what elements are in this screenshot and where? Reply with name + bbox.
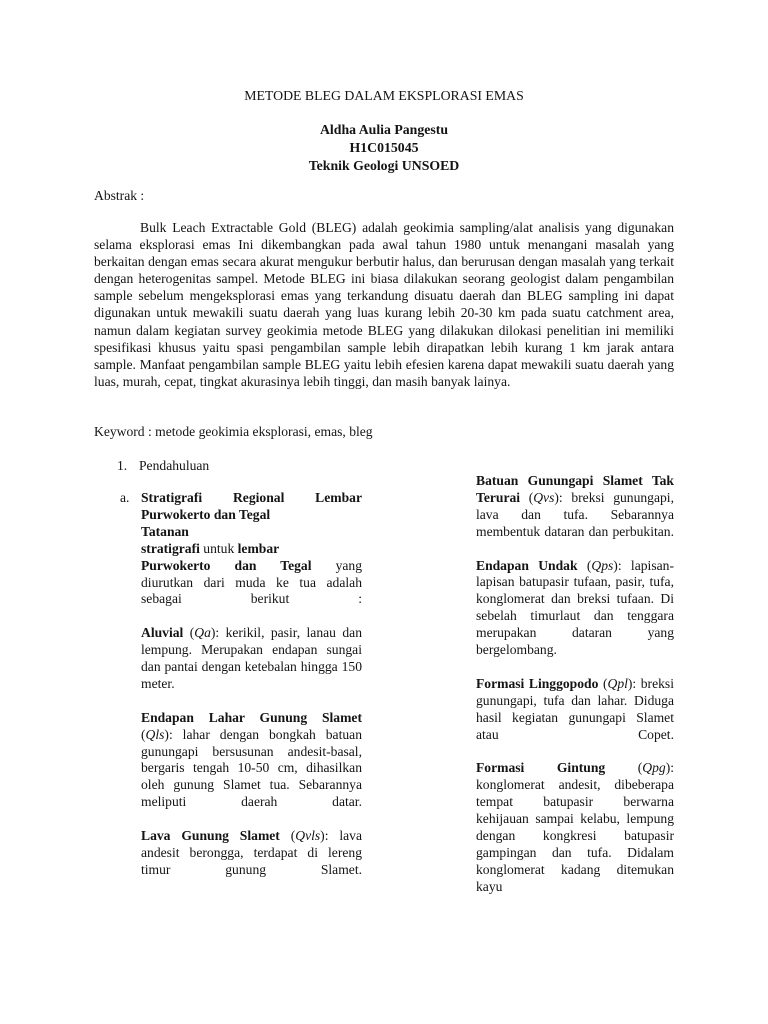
- keywords: Keyword : metode geokimia eksplorasi, emas, bleg: [94, 424, 373, 439]
- author-block: [0, 121, 768, 175]
- unit-code: Qps: [591, 557, 614, 573]
- intro-line2: [141, 558, 362, 575]
- subsection-marker: a.: [120, 490, 130, 505]
- unit-name: Endapan Lahar Gunung Slamet: [141, 709, 362, 725]
- unit-desc: : lahar dengan bongkah batuan gunungapi bersusunan andesit-basal, bergaris tengah 10-50 cm, dihasilkan oleh gunung Slamet tua. Sebarannya meliputi daerah datar.: [141, 726, 362, 810]
- unit-desc: : lava andesit berongga, terdapat di lereng timur gunung Slamet.: [141, 828, 362, 877]
- unit-endapan-undak: Endapan Undak (Qps): lapisan-lapisan batupasir tufaan, pasir, tufa, konglomerat dan breksi tufaan. Di sebelah timurlaut dan tenggara merupakan dataran yang bergelombang.: [476, 557, 674, 658]
- unit-code: Qpl: [607, 675, 628, 691]
- subsection-heading-line2: Purwokerto dan Tegal: [141, 506, 271, 522]
- paper-title: METODE BLEG DALAM EKSPLORASI EMAS: [244, 88, 524, 103]
- unit-aluvial: Aluvial (Qa): kerikil, pasir, lanau dan lempung. Merupakan endapan sungai dan pantai dengan ketebalan hingga 150 meter.: [141, 625, 362, 691]
- unit-code: Qls: [145, 726, 165, 742]
- unit-code: Qvls: [295, 828, 321, 844]
- unit-name: Endapan Undak: [476, 557, 578, 573]
- unit-name: Lava Gunung Slamet: [141, 828, 280, 844]
- author-id: H1C015045: [349, 140, 419, 155]
- right-column: [476, 473, 674, 896]
- unit-desc: : breksi gunungapi, lava dan tufa. Sebarannya membentuk dataran dan perbukitan.: [476, 489, 674, 539]
- unit-code: Qpg: [642, 760, 666, 776]
- unit-desc: : lapisan-lapisan batupasir tufaan, pasir, tufa, konglomerat dan breksi tufaan. Di sebelah timurlaut dan tenggara merupakan dataran yang bergelombang.: [476, 557, 674, 658]
- abstract-text: Bulk Leach Extractable Gold (BLEG) adalah geokimia sampling/alat analisis yang digunakan selama eksplorasi emas Ini dikembangkan pada awal tahun 1980 untuk menangani masalah yang berkaitan dengan emas secara akurat mengukur berbutir halus, dan berurusan dengan masalah yang terkait dengan heterogenitas sampel. Metode BLEG ini biasa dilakukan seorang geologist dalam pengambilan sample sebelum mengeksplorasi emas yang terkandung disuatu daerah dan BLEG sampling ini dapat digunakan untuk mewakili suatu daerah yang luas kurang lebih 20-30 km pada suatu catchment area, namun dalam kegiatan survey geokimia metode BLEG yang dilakukan dilokasi penelitian ini memiliki spesifikasi khusus yaitu spasi pengambilan sample lebih dirapatkan lebih kurang 1 km jarak antara sample. Manfaat pengambilan sample BLEG yaitu lebih efesien karena dapat mewakili suatu daerah yang luas, murah, cepat, tingkat akurasinya lebih tinggi, dan masih banyak lainya.: [94, 220, 674, 389]
- unit-formasi-gintung: Formasi Gintung (Qpg): konglomerat andesit, dibeberapa tempat batupasir berwarna kehijauan sampai kelabu, lempung dengan kongkresi batupasir gampingan dan tufa. Didalam konglomerat kadang ditemukan kayu: [476, 760, 674, 894]
- author-name: Aldha Aulia Pangestu: [319, 122, 449, 137]
- unit-desc: : kerikil, pasir, lanau dan lempung. Merupakan endapan sungai dan pantai dengan ketebalan hingga 150 meter.: [141, 625, 362, 691]
- left-column: [120, 490, 362, 879]
- unit-name: Batuan Gunungapi Slamet Tak Terurai: [476, 473, 674, 505]
- unit-name: Formasi Gintung: [476, 760, 606, 776]
- intro-line1: [141, 541, 362, 558]
- subsection-intro-text: diurutkan dari muda ke tua adalah sebagai berikut :: [141, 574, 362, 607]
- unit-desc: : breksi gunungapi, tufa dan lahar. Diduga hasil kegiatan gunungapi Slamet atau Copet.: [476, 675, 674, 742]
- author-affiliation: Teknik Geologi UNSOED: [308, 158, 460, 173]
- unit-code: Qa: [194, 625, 211, 641]
- subsection-heading-line3: Tatanan: [141, 523, 189, 539]
- section-number: 1.: [117, 458, 128, 473]
- intro-bold2: lembar: [237, 540, 280, 556]
- unit-desc: : konglomerat andesit, dibeberapa tempat batupasir berwarna kehijauan sampai kelabu, lempung dengan kongkresi batupasir gampingan dan tufa. Didalam konglomerat kadang ditemukan kayu: [476, 760, 674, 894]
- unit-code: Qvs: [533, 489, 555, 505]
- intro-plain1: untuk: [199, 540, 238, 556]
- unit-name: Aluvial: [141, 625, 184, 641]
- subsection-heading: [141, 490, 362, 575]
- intro-bold1: stratigrafi: [141, 540, 200, 556]
- unit-lava-slamet: Lava Gunung Slamet (Qvls): lava andesit berongga, terdapat di lereng timur gunung Slamet.: [141, 828, 362, 877]
- section-title: Pendahuluan: [139, 458, 210, 473]
- intro-line2-plain: yang: [311, 557, 362, 573]
- abstract-label: Abstrak :: [94, 188, 145, 203]
- intro-line2-bold: Purwokerto dan Tegal: [141, 557, 312, 573]
- subsection-heading-line1: Stratigrafi Regional Lembar: [141, 490, 362, 505]
- unit-lahar-slamet: Endapan Lahar Gunung Slamet (Qls): lahar dengan bongkah batuan gunungapi bersusunan andesit-basal, bergaris tengah 10-50 cm, dihasilkan oleh gunung Slamet tua. Sebarannya meliputi daerah datar.: [141, 709, 362, 810]
- unit-name: Formasi Linggopodo: [476, 675, 599, 691]
- unit-gunungapi-slamet: Batuan Gunungapi Slamet Tak Terurai (Qvs): breksi gunungapi, lava dan tufa. Sebarannya membentuk dataran dan perbukitan.: [476, 473, 674, 539]
- unit-formasi-linggopodo: Formasi Linggopodo (Qpl): breksi gunungapi, tufa dan lahar. Diduga hasil kegiatan gunungapi Slamet atau Copet.: [476, 675, 674, 742]
